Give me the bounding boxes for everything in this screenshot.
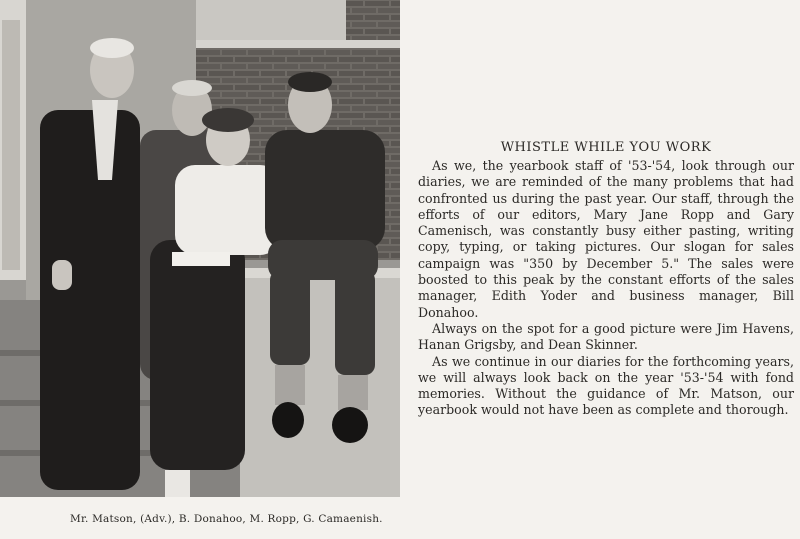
stone-ledge [240, 268, 400, 497]
window [196, 0, 346, 40]
article-title: WHISTLE WHILE YOU WORK [500, 140, 712, 155]
article-paragraph: Always on the spot for a good picture were Jim Havens, Hanan Grigsby, and Dean Skinner. [418, 320, 794, 353]
article-paragraph: As we continue in our diaries for the forthcoming years, we will always look back on the year '53-'54 with fond memories. Without the guidance of Mr. Matson, our yearbook would not have been as complete and thorough. [418, 353, 794, 418]
photo-illustration [0, 0, 400, 497]
group-photo [0, 0, 400, 497]
photo-caption: Mr. Matson, (Adv.), B. Donahoo, M. Ropp, G. Camaenish. [70, 513, 383, 525]
article-paragraph: As we, the yearbook staff of '53-'54, look through our diaries, we are reminded of the many problems that had confronted us during the past year. Our staff, through the efforts of our editors, Mary Jane Ropp and Gary Camenisch, was constantly busy either pasting, writing copy, typing, or taking pictures. Our slogan for sales campaign was "350 by December 5." The sales were boosted to this peak by the constant efforts of the sales manager, Edith Yoder and business manager, Bill Donahoo. [418, 158, 794, 320]
article [418, 140, 794, 419]
